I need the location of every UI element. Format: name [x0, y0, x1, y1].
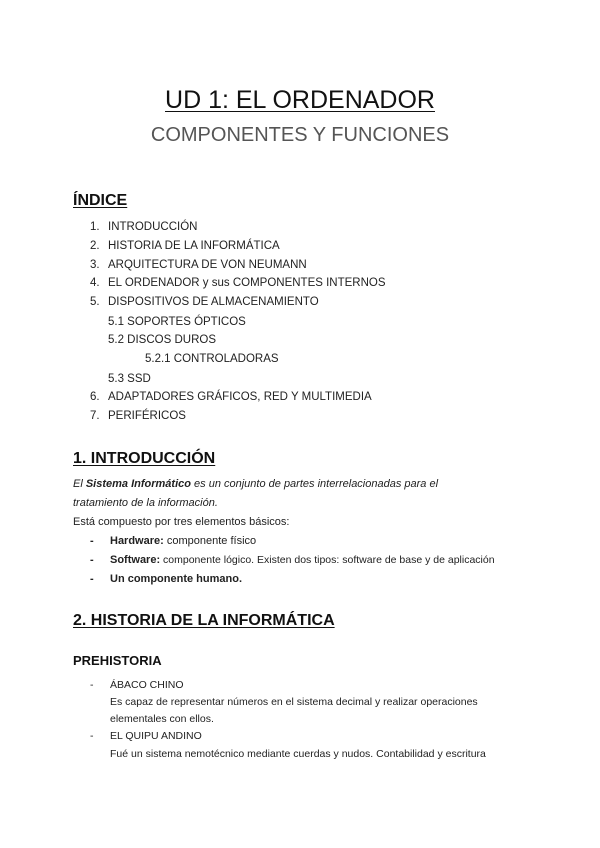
- index-item: [90, 259, 307, 271]
- index-subitem: 5.2 DISCOS DUROS: [108, 334, 216, 346]
- history-item-name: EL QUIPU ANDINO: [110, 730, 202, 742]
- index-item: [90, 240, 280, 252]
- index-item-number: 7.: [90, 410, 100, 422]
- history-item-description: Es capaz de representar números en el sistema decimal y realizar operaciones: [110, 696, 478, 708]
- prehistoria-heading: PREHISTORIA: [73, 653, 162, 668]
- section-2-heading: 2. HISTORIA DE LA INFORMÁTICA: [73, 612, 335, 629]
- index-item: [90, 277, 386, 289]
- index-heading: ÍNDICE: [73, 192, 128, 209]
- index-item-number: 6.: [90, 391, 100, 403]
- bullet-label: Un componente humano.: [110, 573, 242, 585]
- history-dash: -: [90, 730, 94, 742]
- index-item: [90, 410, 186, 422]
- history-item-description: elementales con ellos.: [110, 713, 214, 725]
- index-item-text: DISPOSITIVOS DE ALMACENAMIENTO: [108, 296, 319, 308]
- index-item: [90, 296, 319, 308]
- intro-paragraph-line-2: tratamiento de la información.: [73, 497, 218, 509]
- index-item-number: 3.: [90, 259, 100, 271]
- history-item-name: ÁBACO CHINO: [110, 679, 184, 691]
- document-title: UD 1: EL ORDENADOR: [165, 86, 435, 114]
- bullet-item: [90, 535, 256, 547]
- index-item-number: 1.: [90, 221, 100, 233]
- history-item: [90, 730, 202, 742]
- index-item-text: PERIFÉRICOS: [108, 410, 186, 422]
- intro-paragraph-line-1: [73, 478, 438, 490]
- bullet-dash: -: [90, 554, 94, 566]
- intro-text: El: [73, 478, 86, 490]
- index-item-text: INTRODUCCIÓN: [108, 221, 198, 233]
- bullet-label: Software:: [110, 554, 161, 566]
- bullet-item: [90, 573, 242, 585]
- bullet-label: Hardware:: [110, 535, 164, 547]
- index-item-text: EL ORDENADOR y sus COMPONENTES INTERNOS: [108, 277, 386, 289]
- index-item-text: ADAPTADORES GRÁFICOS, RED Y MULTIMEDIA: [108, 391, 372, 403]
- history-item: [90, 679, 184, 691]
- index-item: [90, 391, 372, 403]
- history-item-description: Fué un sistema nemotécnico mediante cuerdas y nudos. Contabilidad y escritura: [110, 748, 486, 760]
- bullet-text: componente lógico. Existen dos tipos: software de base y de aplicación: [160, 554, 495, 566]
- bullet-item: [90, 554, 495, 566]
- index-subitem: 5.1 SOPORTES ÓPTICOS: [108, 316, 246, 328]
- index-item-number: 4.: [90, 277, 100, 289]
- history-dash: -: [90, 679, 94, 691]
- intro-term: Sistema Informático: [85, 478, 191, 490]
- index-item: [90, 221, 197, 233]
- index-item-text: ARQUITECTURA DE VON NEUMANN: [108, 259, 307, 271]
- composed-text: Está compuesto por tres elementos básicos:: [73, 516, 290, 528]
- index-item-text: HISTORIA DE LA INFORMÁTICA: [108, 240, 280, 252]
- document-subtitle: COMPONENTES Y FUNCIONES: [150, 124, 450, 146]
- section-1-heading: 1. INTRODUCCIÓN: [73, 450, 216, 467]
- index-item-number: 5.: [90, 296, 100, 308]
- bullet-text: componente físico: [163, 535, 257, 547]
- bullet-dash: -: [90, 573, 94, 585]
- index-subsubitem: 5.2.1 CONTROLADORAS: [145, 353, 279, 365]
- bullet-dash: -: [90, 535, 94, 547]
- index-subitem: 5.3 SSD: [108, 373, 151, 385]
- index-item-number: 2.: [90, 240, 100, 252]
- intro-text: es un conjunto de partes interrelacionadas para el: [190, 478, 439, 490]
